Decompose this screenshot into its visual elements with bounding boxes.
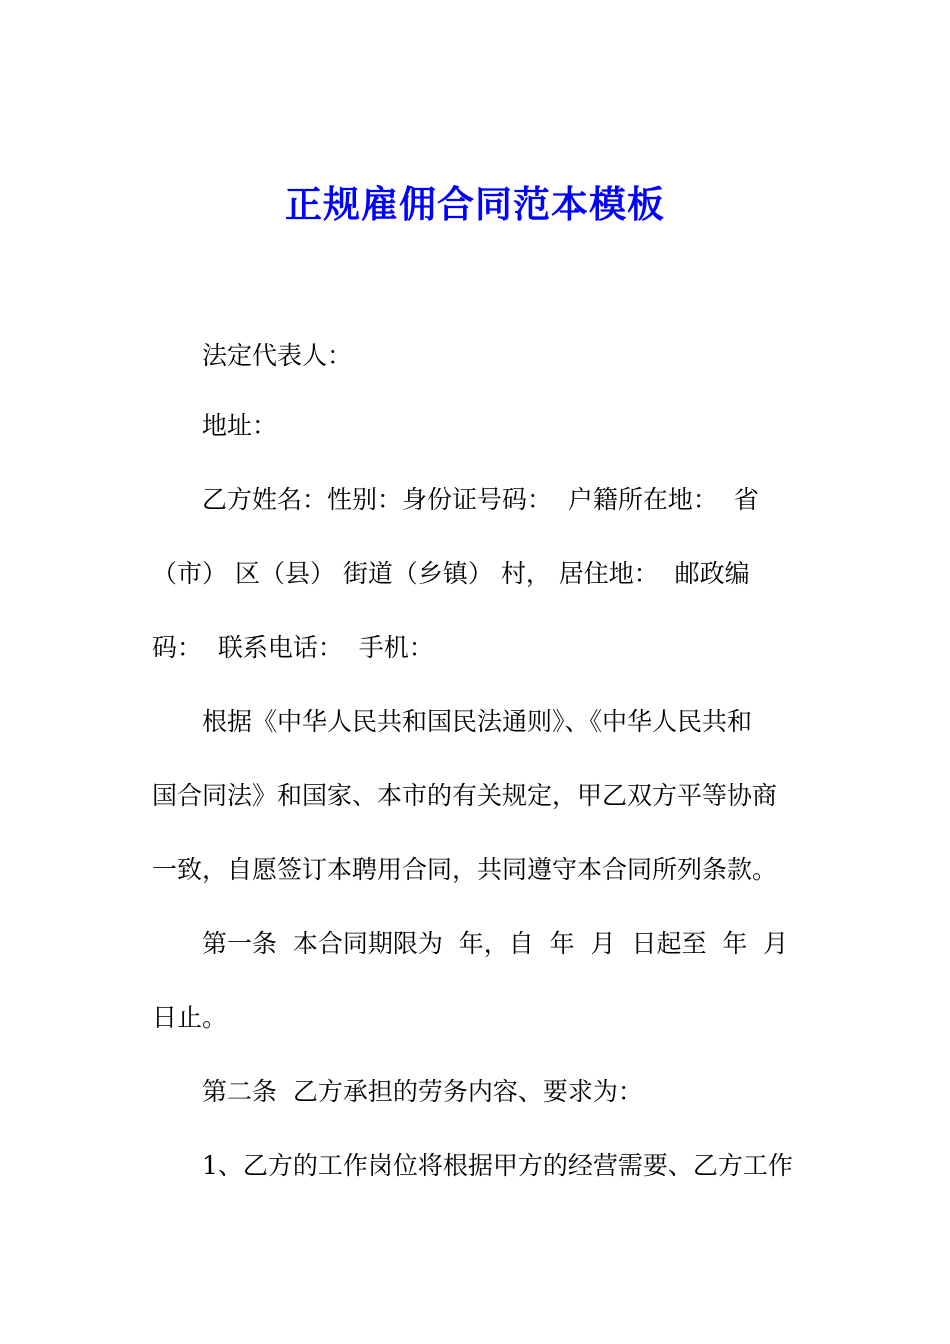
paragraph-legal-representative: 法定代表人：: [202, 341, 353, 370]
paragraph-basis-line-1: 根据《中华人民共和国民法通则》、《中华人民共和: [202, 707, 753, 736]
paragraph-party-b-line-1: 乙方姓名：性别：身份证号码： 户籍所在地： 省: [202, 485, 759, 514]
article-2-item-1: 1、乙方的工作岗位将根据甲方的经营需要、乙方工作: [202, 1151, 793, 1180]
paragraph-party-b-line-2: （市） 区（县） 街道（乡镇） 村， 居住地： 邮政编: [152, 559, 750, 588]
document-title: 正规雇佣合同范本模板: [285, 182, 665, 226]
paragraph-address: 地址：: [202, 411, 278, 440]
paragraph-basis-line-3: 一致，自愿签订本聘用合同，共同遵守本合同所列条款。: [152, 855, 778, 884]
article-2-heading: 第二条 乙方承担的劳务内容、要求为：: [202, 1077, 643, 1106]
paragraph-party-b-line-3: 码： 联系电话： 手机：: [152, 633, 434, 662]
article-1-line-1: 第一条 本合同期限为 年，自 年 月 日起至 年 月: [202, 929, 789, 958]
paragraph-basis-line-2: 国合同法》和国家、本市的有关规定，甲乙双方平等协商: [152, 781, 778, 810]
article-1-line-2: 日止。: [152, 1003, 228, 1032]
